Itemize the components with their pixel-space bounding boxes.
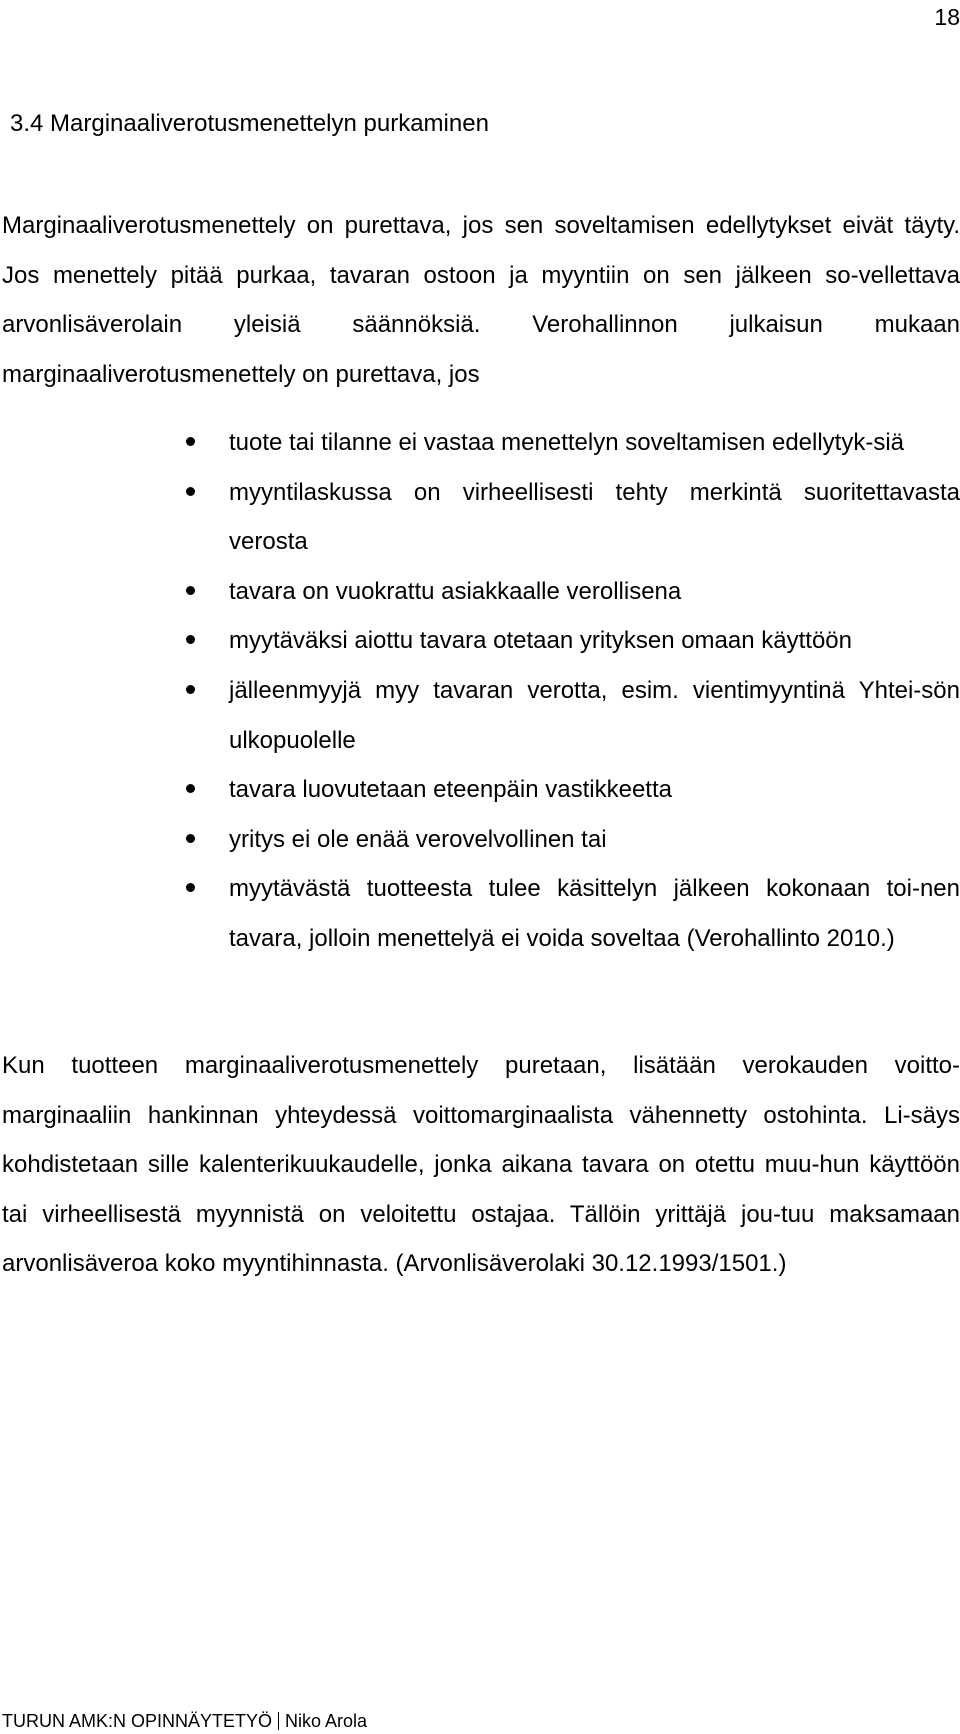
bullet-icon: [186, 834, 195, 843]
bullet-icon: [186, 487, 195, 496]
bullet-icon: [186, 586, 195, 595]
list-item-text: yritys ei ole enää verovelvollinen tai: [229, 825, 607, 853]
list-item: [0, 468, 960, 567]
footer-author: Niko Arola: [285, 1711, 368, 1731]
list-item: [0, 567, 960, 617]
footer-institution: TURUN AMK:N OPINNÄYTETYÖ: [2, 1711, 273, 1731]
bullet-icon: [186, 883, 195, 892]
footer-separator: [278, 1712, 279, 1730]
bullet-icon: [186, 635, 195, 644]
page-number: 18: [934, 4, 960, 30]
list-item: [0, 616, 960, 666]
list-item-text: jälleenmyyjä myy tavaran verotta, esim. vientimyyntinä Yhtei-sön ulkopuolelle: [229, 676, 960, 754]
bullet-icon: [186, 437, 195, 446]
list-item-text: myyntilaskussa on virheellisesti tehty merkintä suoritettavasta verosta: [229, 478, 960, 556]
intro-paragraph: Marginaaliverotusmenettely on purettava, jos sen soveltamisen edellytykset eivät täyty. Jos menettely pitää purkaa, tavaran ostoon ja myyntiin on sen jälkeen so-vellettava arvonlisäverolain yleisiä säännöksiä. Verohallinnon julkaisun mukaan marginaaliverotusmenettely on purettava, jos: [2, 212, 960, 388]
list-item: [0, 418, 960, 468]
page-footer: [2, 1710, 367, 1732]
bullet-icon: [186, 784, 195, 793]
section-heading: 3.4 Marginaaliverotusmenettelyn purkaminen: [10, 110, 489, 137]
list-item-text: tavara luovutetaan eteenpäin vastikkeetta: [229, 776, 672, 804]
list-item: [0, 815, 960, 865]
list-item-text: tuote tai tilanne ei vastaa menettelyn soveltamisen edellytyk-siä: [229, 429, 905, 456]
list-item: [0, 765, 960, 815]
list-item-text: tavara on vuokrattu asiakkaalle verollisena: [229, 577, 682, 605]
list-item: [0, 864, 960, 963]
bullet-icon: [186, 685, 195, 694]
list-item-text: myytäväksi aiottu tavara otetaan yrityksen omaan käyttöön: [229, 627, 852, 655]
closing-paragraph: Kun tuotteen marginaaliverotusmenettely puretaan, lisätään verokauden voitto-marginaaliin hankinnan yhteydessä voittomarginaalista vähennetty ostohinta. Li-säys kohdistetaan sille kalenterikuukaudelle, jonka aikana tavara on otettu muu-hun käyttöön tai virheellisestä myynnistä on veloitettu ostajaa. Tällöin yrittäjä jou-tuu maksamaan arvonlisäveroa koko myyntihinnasta. (Arvonlisäverolaki 30.12.1993/1501.): [2, 1052, 960, 1278]
list-item-text: myytävästä tuotteesta tulee käsittelyn jälkeen kokonaan toi-nen tavara, jolloin menettelyä ei voida soveltaa (Verohallinto 2010.): [229, 875, 960, 952]
condition-list: [0, 418, 960, 964]
list-item: [0, 666, 960, 765]
